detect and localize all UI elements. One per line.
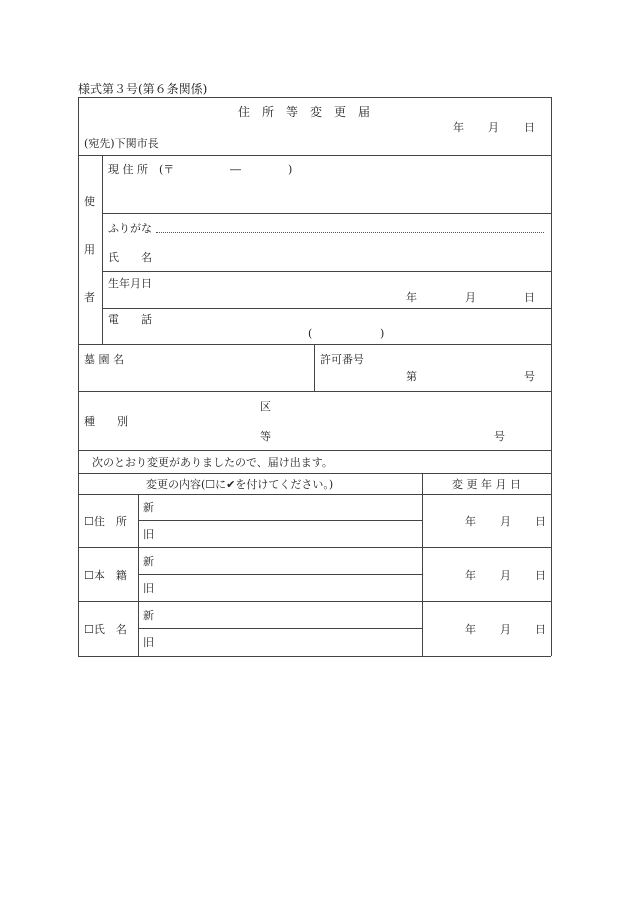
change-row-domicile-label[interactable]: ☐本 籍	[84, 569, 127, 582]
change-row-domicile-old: 旧	[143, 582, 154, 595]
plot-type-label: 種 別	[84, 415, 128, 428]
divider-after-birthdate	[102, 308, 551, 309]
change-row-address-day: 日	[535, 515, 546, 528]
change-row-domicile-new: 新	[143, 555, 154, 568]
change-row-name-day: 日	[535, 623, 546, 636]
change-row-name-old: 旧	[143, 636, 154, 649]
change-row-address-split	[138, 520, 422, 521]
change-row-address-year: 年	[465, 515, 476, 528]
furigana-label: ふりがな	[108, 222, 152, 235]
frame-left	[78, 97, 79, 656]
form-number-label: 様式第３号(第６条関係)	[78, 82, 208, 96]
notice-text: 次のとおり変更がありましたので、届け出ます。	[92, 456, 333, 469]
divider-after-plot	[78, 450, 551, 451]
plot-ward-label: 区	[260, 400, 271, 413]
phone-field[interactable]	[160, 310, 545, 342]
change-row-address-new: 新	[143, 501, 154, 514]
divider-after-notice	[78, 473, 551, 474]
divider-after-row-domicile	[78, 601, 551, 602]
change-row-name-label[interactable]: ☐氏 名	[84, 623, 127, 636]
change-row-name-month: 月	[500, 623, 511, 636]
phone-paren-open: (	[308, 327, 313, 340]
current-address-label: 現 住 所 (〒	[108, 163, 175, 176]
cemetery-permit-divider	[314, 344, 315, 391]
date-day-label: 日	[524, 121, 535, 134]
changes-header-date: 変 更 年 月 日	[452, 478, 521, 491]
change-row-name-split	[138, 628, 422, 629]
changes-header-content: 変更の内容(☐に✔を付けてください。)	[146, 478, 334, 491]
change-row-name-new: 新	[143, 609, 154, 622]
user-section-label-2: 用	[84, 243, 95, 256]
birthdate-day-label: 日	[524, 291, 535, 304]
birthdate-year-label: 年	[406, 291, 417, 304]
change-row-domicile-split	[138, 574, 422, 575]
postal-dash: ―	[230, 163, 241, 176]
postal-close-paren: )	[288, 163, 293, 176]
cemetery-name-label: 墓 園 名	[84, 353, 124, 366]
current-address-field[interactable]	[104, 180, 549, 212]
change-row-domicile-month: 月	[500, 569, 511, 582]
birthdate-month-label: 月	[465, 291, 476, 304]
change-row-domicile-year: 年	[465, 569, 476, 582]
change-row-name-year: 年	[465, 623, 476, 636]
form-title: 住 所 等 変 更 届	[238, 105, 371, 119]
phone-label: 電 話	[108, 313, 152, 326]
date-month-label: 月	[488, 121, 499, 134]
plot-grade-label: 等	[260, 430, 271, 443]
phone-paren-close: )	[380, 327, 385, 340]
change-row-address-month: 月	[500, 515, 511, 528]
frame-right	[551, 97, 552, 656]
birthdate-label: 生年月日	[108, 277, 152, 290]
changes-label-column-line	[138, 494, 139, 656]
date-year-label: 年	[453, 121, 464, 134]
frame-bottom	[78, 656, 551, 657]
user-section-label-3: 者	[84, 291, 95, 304]
divider-after-cemetery	[78, 391, 551, 392]
user-label-column-line	[102, 155, 103, 344]
change-row-address-old: 旧	[143, 528, 154, 541]
divider-after-address	[102, 213, 551, 214]
divider-after-name	[102, 271, 551, 272]
addressee-label: (宛先)下関市長	[84, 137, 159, 150]
change-row-address-label[interactable]: ☐住 所	[84, 515, 127, 528]
frame-top	[78, 97, 551, 98]
divider-after-changes-header	[78, 494, 551, 495]
divider-after-title	[78, 155, 551, 156]
name-field[interactable]	[160, 240, 545, 268]
permit-suffix: 号	[524, 370, 535, 383]
name-label: 氏 名	[108, 251, 152, 264]
divider-after-row-address	[78, 547, 551, 548]
plot-number-label: 号	[494, 430, 505, 443]
permit-prefix: 第	[406, 370, 417, 383]
change-row-domicile-day: 日	[535, 569, 546, 582]
permit-number-label: 許可番号	[320, 353, 364, 366]
user-section-label-1: 使	[84, 195, 95, 208]
furigana-dotted-line[interactable]	[156, 232, 544, 233]
changes-date-column-line	[422, 473, 423, 656]
